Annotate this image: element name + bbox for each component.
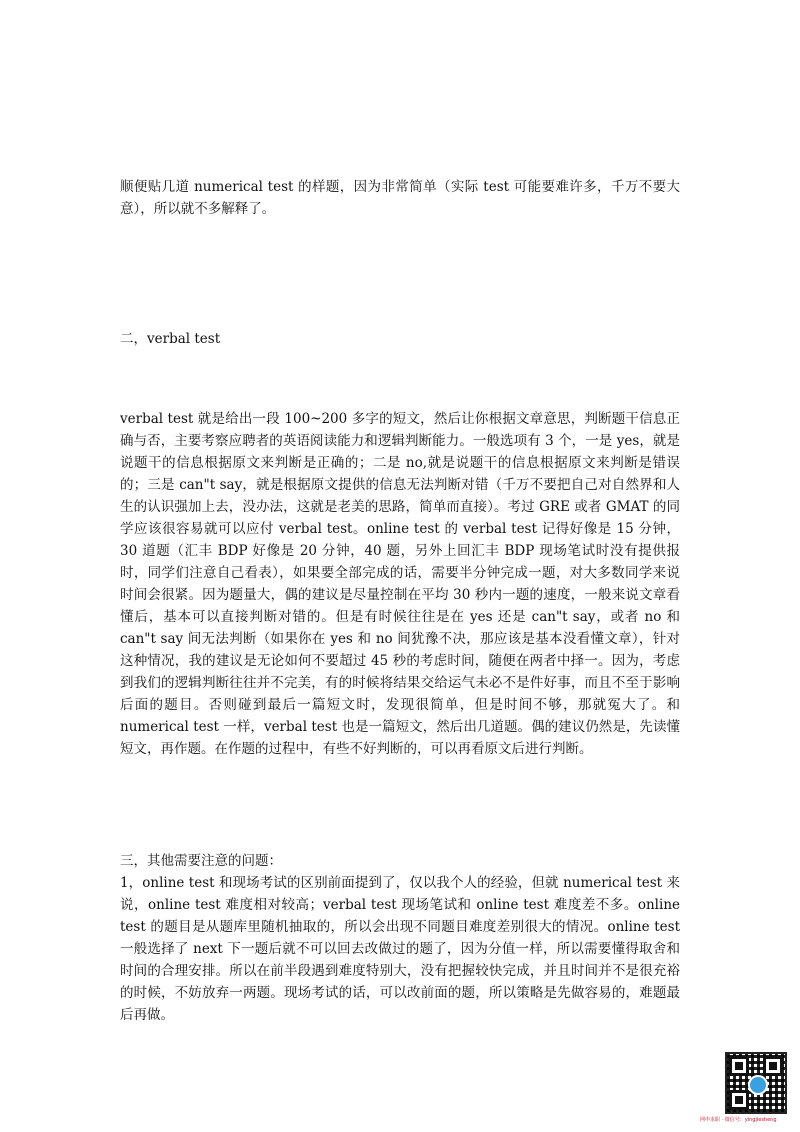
paragraph-other-notes: 三，其他需要注意的问题： 1，online test 和现场考试的区别前面提到了，仅以我个人的经验，但就 numerical test 来说，online test 难度相对较高；verbal test 现场笔试和 online test 难度差不多。online test 的题目是从题库里随机抽取的，所以会出现不同题目难度差别很大的情况。online test 一般选择了 next 下一题后就不可以回去改做过的题了，因为分值一样，所以需要懂得取舍和时间的合理安排。所以在前半段遇到难度特别大，没有把握较快完成，并且时间并不是很充裕的时候，不妨放弃一两题。现场考试的话，可以改前面的题，所以策略是先做容易的，难题最后再做。 (120, 853, 680, 1023)
paragraph-verbal-test: verbal test 就是给出一段 100~200 多字的短文，然后让你根据文章意思，判断题干信息正确与否，主要考察应聘者的英语阅读能力和逻辑判断能力。一般选项有 3 个，一是 yes，就是说题干的信息根据原文来判断是正确的；二是 no,就是说题干的信息根据原文来判断是错误的；三是 can"t say，就是根据原文提供的信息无法判断对错（千万不要把自己对自然界和人生的认识强加上去，没办法，这就是老美的思路，简单而直接）。考过 GRE 或者 GMAT 的同学应该很容易就可以应付 verbal test。online test 的 verbal test 记得好像是 15 分钟，30 道题（汇丰 BDP 好像是 20 分钟，40 题，另外上回汇丰 BDP 现场笔试时没有提供报时，同学们注意自己看表），如果要全部完成的话，需要半分钟完成一题，对大多数同学来说时间会很紧。因为题量大，偶的建议是尽量控制在平均 30 秒内一题的速度，一般来说文章看懂后，基本可以直接判断对错的。但是有时候往往是在 yes 还是 can"t say，或者 no 和 can"t say 间无法判断（如果你在 yes 和 no 间犹豫不决，那应该是基本没看懂文章），针对这种情况，我的建议是无论如何不要超过 45 秒的考虑时间，随便在两者中择一。因为，考虑到我们的逻辑判断往往并不完美，有的时候将结果交给运气未必不是件好事，而且不至于影响后面的题目。否则碰到最后一篇短文时，发现很简单，但是时间不够，那就冤大了。和 numerical test 一样，verbal test 也是一篇短文，然后出几道题。偶的建议仍然是，先读懂短文，再作题。在作题的过程中，有些不好判断的，可以再看原文后进行判断。 (120, 411, 680, 757)
qr-code-icon (725, 1052, 787, 1114)
qr-finder-icon (729, 1056, 749, 1076)
qr-finder-icon (763, 1056, 783, 1076)
qr-logo-icon (748, 1075, 768, 1095)
section-heading-verbal-test: 二，verbal test (120, 331, 221, 347)
paragraph-numerical-samples: 顺便贴几道 numerical test 的样题，因为非常简单（实际 test 可能要难许多，千万不要大意），所以就不多解释了。 (120, 179, 680, 217)
footer-watermark-text: 网申求职 · 微信号：yingjiesheng (700, 1117, 777, 1123)
qr-finder-icon (729, 1090, 749, 1110)
